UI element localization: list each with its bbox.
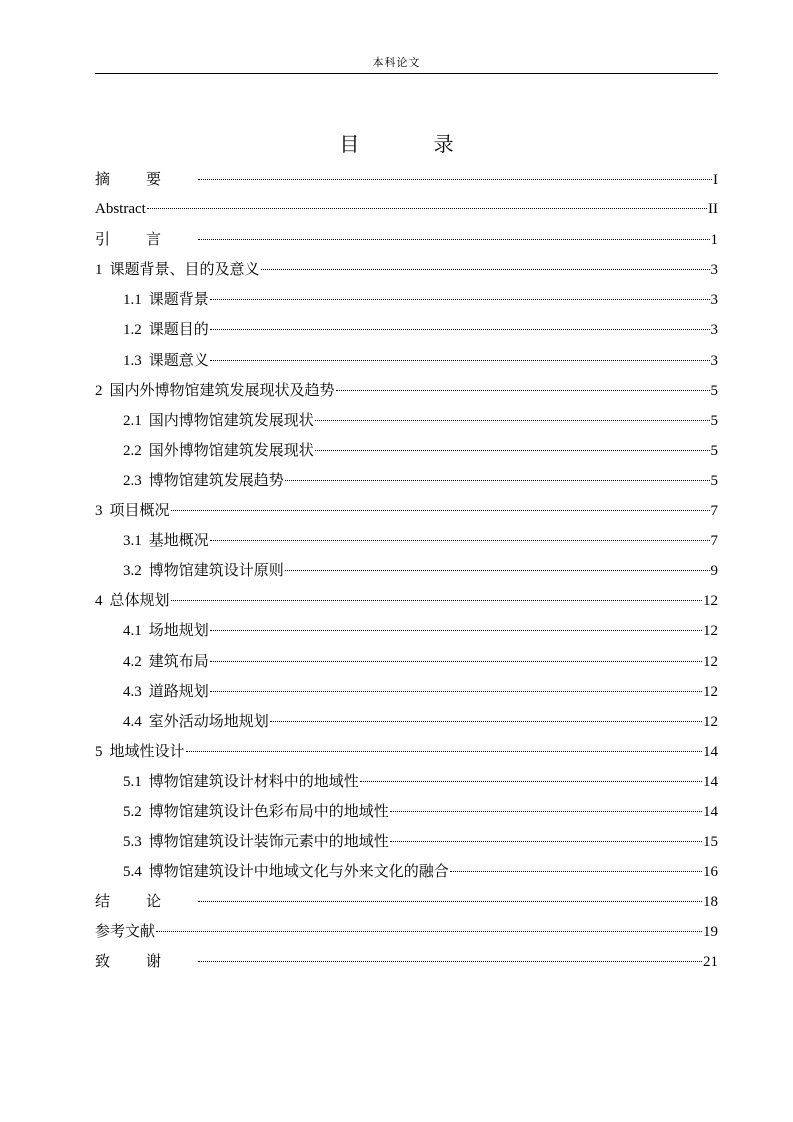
toc-entry-label: 课题目的 (148, 320, 209, 339)
dot-leader (198, 901, 702, 902)
toc-entry-number: 3 (95, 503, 103, 520)
toc-entry-label: 课题背景、目的及意义 (109, 260, 260, 279)
toc-entry-number: 2 (95, 382, 103, 399)
dot-leader (270, 721, 702, 722)
toc-entry-page-number: 12 (703, 683, 718, 700)
toc-entry-label: 建筑布局 (148, 651, 209, 670)
dot-leader (198, 961, 702, 962)
toc-entry-page-number: 7 (710, 533, 718, 550)
toc-entry-page-number: 12 (703, 623, 718, 640)
toc-entry[interactable] (95, 886, 718, 916)
toc-entry-label: 博物馆建筑设计色彩布局中的地域性 (148, 801, 389, 820)
toc-entry-number: 4.2 (123, 653, 142, 670)
toc-entry[interactable] (95, 254, 718, 284)
dot-leader (156, 931, 702, 932)
toc-entry[interactable] (95, 345, 718, 375)
toc-entry-number: 4.4 (123, 713, 142, 730)
dot-leader (210, 360, 710, 361)
toc-entry-label: 课题背景 (148, 290, 209, 309)
toc-entry-page-number: 19 (703, 924, 718, 941)
toc-entry-label: 致谢 (95, 952, 198, 971)
toc-entry[interactable] (95, 856, 718, 886)
toc-entry-number: 3.1 (123, 533, 142, 550)
toc-entry-label: 引言 (95, 230, 198, 249)
toc-entry-page-number: II (708, 201, 718, 218)
toc-entry[interactable] (95, 766, 718, 796)
toc-entry-number: 2.1 (123, 412, 142, 429)
toc-entry-page-number: 3 (710, 352, 718, 369)
toc-entry-number: 1 (95, 262, 103, 279)
toc-entry-page-number: 3 (710, 262, 718, 279)
dot-leader (285, 570, 710, 571)
dot-leader (210, 661, 702, 662)
toc-entry-page-number: 21 (703, 954, 718, 971)
dot-leader (210, 540, 710, 541)
toc-entry[interactable] (95, 736, 718, 766)
toc-entry[interactable] (95, 314, 718, 344)
toc-entry[interactable] (95, 375, 718, 405)
dot-leader (390, 841, 702, 842)
dot-leader (171, 510, 710, 511)
toc-entry-page-number: 5 (710, 442, 718, 459)
toc-entry-page-number: 5 (710, 472, 718, 489)
toc-entry-page-number: 5 (710, 382, 718, 399)
dot-leader (198, 239, 709, 240)
toc-entry-page-number: 16 (703, 864, 718, 881)
toc-title: 目 录 (339, 132, 488, 156)
toc-entry-label: 结论 (95, 892, 198, 911)
toc-entry-label: 场地规划 (148, 621, 209, 640)
dot-leader (450, 871, 702, 872)
toc-entry-number: 5.2 (123, 803, 142, 820)
toc-entry[interactable] (95, 706, 718, 736)
dot-leader (198, 179, 712, 180)
toc-entry-page-number: 18 (703, 894, 718, 911)
toc-entry-number: 4.1 (123, 623, 142, 640)
toc-entry-number: 5 (95, 743, 103, 760)
toc-entry[interactable] (95, 405, 718, 435)
dot-leader (147, 208, 707, 209)
toc-entry-label: 博物馆建筑设计原则 (148, 561, 284, 580)
toc-entry-number: 3.2 (123, 563, 142, 580)
toc-entry-page-number: 9 (710, 563, 718, 580)
toc-entry[interactable] (95, 796, 718, 826)
toc-entry-label: 博物馆建筑设计中地域文化与外来文化的融合 (148, 862, 449, 881)
toc-entry[interactable] (95, 826, 718, 856)
dot-leader (210, 630, 702, 631)
toc-entry-label: 道路规划 (148, 681, 209, 700)
toc-entry-page-number: 5 (710, 412, 718, 429)
dot-leader (315, 450, 710, 451)
dot-leader (390, 811, 702, 812)
toc-entry[interactable] (95, 284, 718, 314)
toc-entry-label: 国内博物馆建筑发展现状 (148, 410, 314, 429)
toc-entry-label: Abstract (95, 201, 146, 218)
toc-entry-page-number: 12 (703, 593, 718, 610)
dot-leader (210, 299, 710, 300)
toc-entry-page-number: 14 (703, 803, 718, 820)
toc-entry-page-number: 7 (710, 503, 718, 520)
toc-entry-label: 参考文献 (95, 922, 156, 941)
toc-entry-number: 1.1 (123, 292, 142, 309)
dot-leader (261, 269, 710, 270)
toc-entry-number: 5.1 (123, 773, 142, 790)
toc-entry-page-number: 12 (703, 653, 718, 670)
toc-entry[interactable] (95, 194, 718, 224)
toc-entry-label: 基地概况 (148, 531, 209, 550)
toc-entry-number: 5.3 (123, 834, 142, 851)
dot-leader (336, 390, 710, 391)
dot-leader (186, 751, 702, 752)
toc-entry-label: 国内外博物馆建筑发展现状及趋势 (109, 380, 335, 399)
toc-entry-label: 项目概况 (109, 501, 170, 520)
toc-entry[interactable] (95, 525, 718, 555)
dot-leader (315, 420, 710, 421)
toc-entry-page-number: 15 (703, 834, 718, 851)
toc-entry[interactable] (95, 164, 718, 194)
toc-entry[interactable] (95, 615, 718, 645)
toc-entry-number: 1.3 (123, 352, 142, 369)
toc-entry-label: 国外博物馆建筑发展现状 (148, 440, 314, 459)
toc-entry[interactable] (95, 495, 718, 525)
running-header-title: 本科论文 (372, 56, 421, 69)
toc-entry-label: 总体规划 (109, 591, 170, 610)
toc-entry-page-number: 14 (703, 743, 718, 760)
toc-entry-page-number: 1 (710, 232, 718, 249)
toc-entry-label: 课题意义 (148, 350, 209, 369)
toc-entry-label: 摘要 (95, 170, 198, 188)
toc-entry[interactable] (95, 585, 718, 615)
toc-entry-number: 4 (95, 593, 103, 610)
toc-entry[interactable] (95, 676, 718, 706)
toc-entry-label: 博物馆建筑设计材料中的地域性 (148, 771, 359, 790)
toc-entry-number: 4.3 (123, 683, 142, 700)
dot-leader (360, 781, 702, 782)
table-of-contents (95, 164, 718, 977)
toc-entry-number: 5.4 (123, 864, 142, 881)
toc-entry[interactable] (95, 435, 718, 465)
header-rule (95, 73, 718, 74)
toc-entry-page-number: 3 (710, 322, 718, 339)
toc-entry[interactable] (95, 916, 718, 946)
toc-entry-page-number: I (713, 172, 718, 188)
dot-leader (210, 691, 702, 692)
dot-leader (171, 600, 702, 601)
toc-entry-page-number: 12 (703, 713, 718, 730)
toc-entry-label: 博物馆建筑设计装饰元素中的地域性 (148, 832, 389, 851)
toc-entry-label: 博物馆建筑发展趋势 (148, 470, 284, 489)
toc-entry-page-number: 14 (703, 773, 718, 790)
toc-entry[interactable] (95, 555, 718, 585)
toc-entry-number: 1.2 (123, 322, 142, 339)
toc-entry-number: 2.2 (123, 442, 142, 459)
toc-entry-label: 室外活动场地规划 (148, 711, 269, 730)
toc-entry-label: 地域性设计 (109, 741, 185, 760)
dot-leader (210, 329, 710, 330)
toc-entry[interactable] (95, 224, 718, 254)
toc-entry-number: 2.3 (123, 472, 142, 489)
toc-entry-page-number: 3 (710, 292, 718, 309)
toc-entry[interactable] (95, 946, 718, 976)
toc-entry[interactable] (95, 646, 718, 676)
toc-entry[interactable] (95, 465, 718, 495)
dot-leader (285, 480, 710, 481)
